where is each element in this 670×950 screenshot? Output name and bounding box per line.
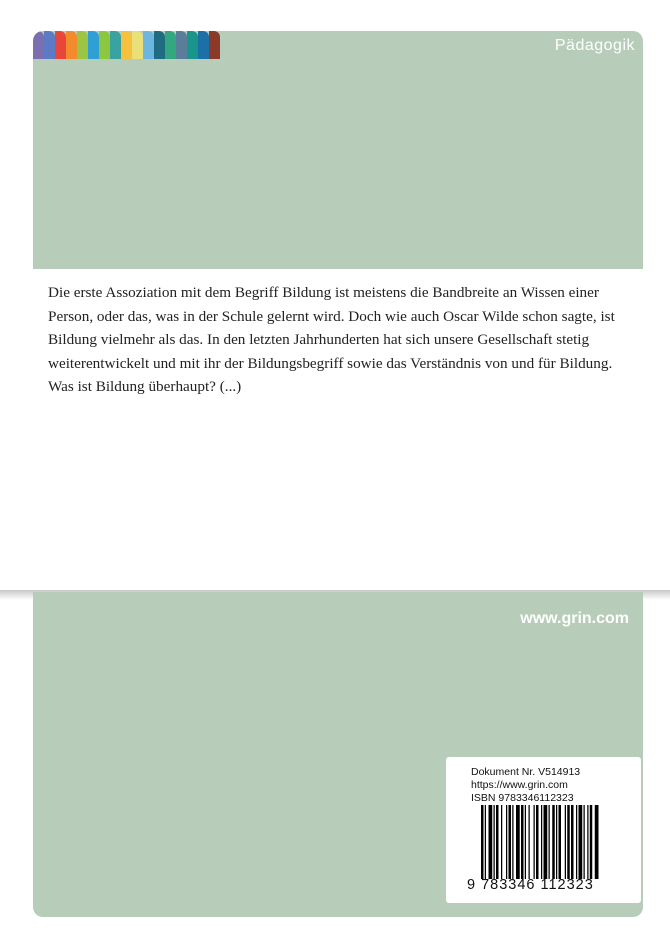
website-url[interactable]: www.grin.com bbox=[520, 610, 629, 627]
barcode-bar bbox=[544, 805, 548, 879]
color-stripe bbox=[165, 31, 176, 59]
barcode-bar bbox=[590, 805, 593, 879]
barcode-bar bbox=[489, 805, 493, 879]
color-stripe bbox=[33, 31, 44, 59]
barcode-bar bbox=[516, 805, 520, 879]
barcode-bar bbox=[506, 805, 507, 879]
barcode-bar bbox=[576, 805, 577, 879]
color-stripe bbox=[66, 31, 77, 59]
color-stripe bbox=[110, 31, 121, 59]
barcode-bar bbox=[584, 805, 585, 879]
color-stripe bbox=[143, 31, 154, 59]
barcode-bar bbox=[567, 805, 570, 879]
document-url[interactable]: https://www.grin.com bbox=[471, 779, 568, 791]
color-stripes bbox=[33, 31, 220, 59]
color-stripe bbox=[198, 31, 209, 59]
color-stripe bbox=[209, 31, 220, 59]
barcode-bar bbox=[509, 805, 512, 879]
color-stripe bbox=[154, 31, 165, 59]
document-number: Dokument Nr. V514913 bbox=[471, 766, 581, 778]
barcode-bar bbox=[481, 805, 484, 879]
color-stripe bbox=[77, 31, 88, 59]
barcode-bar bbox=[579, 805, 583, 879]
barcode bbox=[481, 805, 629, 879]
barcode-bar bbox=[565, 805, 566, 879]
isbn-box bbox=[446, 757, 641, 903]
color-stripe bbox=[187, 31, 198, 59]
color-stripe bbox=[44, 31, 55, 59]
barcode-bar bbox=[549, 805, 550, 879]
barcode-bar bbox=[556, 805, 557, 879]
color-stripe bbox=[121, 31, 132, 59]
barcode-bar bbox=[536, 805, 539, 879]
barcode-bar bbox=[529, 805, 530, 879]
barcode-bar bbox=[534, 805, 535, 879]
isbn-number: ISBN 9783346112323 bbox=[471, 792, 574, 804]
barcode-bar bbox=[501, 805, 502, 879]
color-stripe bbox=[132, 31, 143, 59]
barcode-digits: 9 783346 112323 bbox=[467, 877, 594, 893]
barcode-bar bbox=[595, 805, 599, 879]
color-stripe bbox=[99, 31, 110, 59]
barcode-bar bbox=[525, 805, 526, 879]
barcode-bar bbox=[571, 805, 574, 879]
barcode-bar bbox=[512, 805, 513, 879]
barcode-bar bbox=[552, 805, 555, 879]
category-label: Pädagogik bbox=[554, 37, 635, 54]
document-meta bbox=[471, 766, 580, 805]
barcode-bar bbox=[559, 805, 562, 879]
barcode-bar bbox=[521, 805, 524, 879]
book-blurb: Die erste Assoziation mit dem Begriff Bildung ist meistens die Bandbreite an Wissen einer Person, oder das, was in der Schule gelernt wird. Doch wie auch Oscar Wilde schon sagte, ist Bildung vielmehr als das. In den letzten Jahrhunderten hat sich unsere Gesellschaft stetig weiterentwickelt und mit ihr der Bildungsbegriff sowie das Verständnis von und für Bildung. Was ist Bildung überhaupt? (...) bbox=[48, 284, 615, 395]
barcode-bar bbox=[494, 805, 495, 879]
barcode-bar bbox=[485, 805, 486, 879]
barcode-bar bbox=[587, 805, 588, 879]
color-stripe bbox=[88, 31, 99, 59]
cover-top-panel bbox=[33, 31, 643, 269]
color-stripe bbox=[55, 31, 66, 59]
barcode-bar bbox=[496, 805, 499, 879]
color-stripe bbox=[176, 31, 187, 59]
barcode-bar bbox=[541, 805, 542, 879]
